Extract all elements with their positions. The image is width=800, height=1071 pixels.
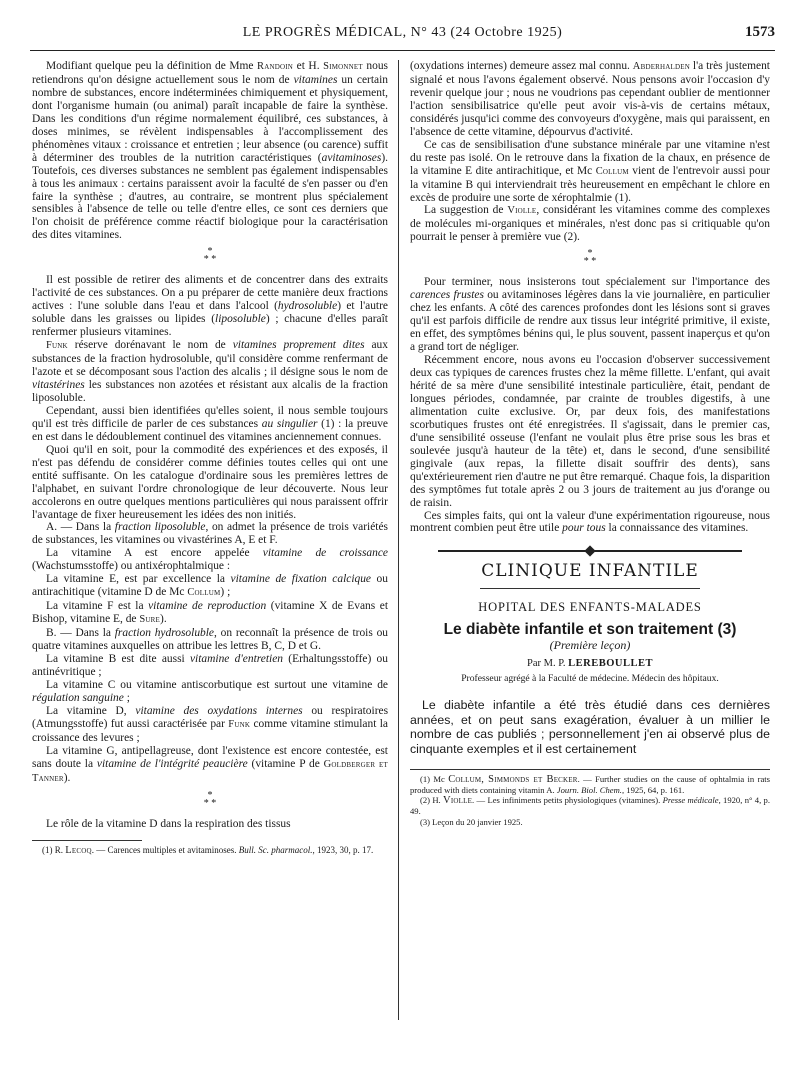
page-number: 1573 (745, 24, 775, 40)
paragraph-liposoluble: A. — Dans la fraction liposoluble, on admet la présence de trois variétés de substances, les vitamines ou vivastérines A, E et F. (32, 521, 388, 547)
paragraph-oxydations: (oxydations internes) demeure assez mal connu. Abderhalden l'a très justement signalé et nous l'avons également observé. Nous pensons avoir l'occasion d'y revenir quelque jour ; nous ne voudrions pas cependant oublier de mentionner l'action sensibilisatrice qu'elle peut avoir vis-à-vis de certains métaux, considérés jusqu'ici comme des convoyeurs d'oxygène, mais qui paraissent, en l'absence de cette vitamine, dépourvus d'activité. (410, 60, 770, 138)
paragraph-classification: Quoi qu'il en soit, pour la commodité des expériences et des exposés, il n'est pas défendu de considérer comme définies toutes celles qui ont une entité suffisante. On les catalogue d'ordinaire sous les premières lettres de l'alphabet, en suivant l'ordre chronologique de leur découverte. Nous leur accolerons en outre quelques mentions particulières qui nous paraissent offrir l'avantage de fixer heureusement les idées des non initiés. (32, 443, 388, 521)
paragraph-vitamin-f: La vitamine F est la vitamine de reproduction (vitamine X de Evans et Bishop, vitamine E, de Sure). (32, 600, 388, 626)
running-title: LE PROGRÈS MÉDICAL, N° 43 (24 Octobre 1925) (242, 25, 563, 40)
hospital-name: HOPITAL DES ENFANTS-MALADES (478, 600, 702, 615)
left-column (32, 60, 388, 1060)
footnote-1: (1) R. Lecoq. — Carences multiples et avitaminoses. Bull. Sc. pharmacol., 1923, 30, p. 17. (42, 845, 374, 857)
page-header (30, 22, 775, 51)
ornamental-divider (410, 547, 770, 555)
footnote-rule (410, 769, 770, 770)
paragraph-funk: Funk réserve dorénavant le nom de vitamines proprement dites aux substances de la fraction hydrosoluble, qu'il considère comme renfermant de l'azote et se décomposant sous l'action des alcalis ; il désigne sous le nom de vitastérines les substances non azotées et résistant aux alcalis de la fraction liposoluble. (32, 339, 388, 404)
paragraph-hydrosoluble: B. — Dans la fraction hydrosoluble, on reconnaît la présence de trois ou quatre vitamines auxquelles on attribue les lettres B, C, D et G. (32, 627, 389, 653)
column-divider (398, 60, 399, 1020)
ornament-line-left (438, 550, 588, 552)
right-column (410, 60, 770, 1060)
paragraph-vitamin-a: La vitamine A est encore appelée vitamine de croissance (Wachstumsstoffe) ou antixérophtalmique : (32, 547, 389, 573)
footnote-collum: (1) Mc Collum, Simmonds et Becker. — Further studies on the cause of ophtalmia in rats produced with diets containing vitamin A. Journ. Biol. Chem., 1925, 64, p. 161. (410, 773, 770, 795)
article-title: Le diabète infantile et son traitement (3) (443, 621, 737, 639)
paragraph-conclusion: Ces simples faits, qui ont la valeur d'une expérimentation rigoureuse, nous montrent combien peut être utile pour tous la connaissance des vitamines. (410, 509, 770, 535)
section-title: CLINIQUE INFANTILE (481, 561, 699, 582)
ornament-line-right (592, 550, 742, 552)
paragraph-fillette: Récemment encore, nous avons eu l'occasion d'observer successivement deux cas typiques de carences frustes chez la même fillette. L'enfant, qui avait hérité de sa mère d'une sensibilité intestinale particulière, était, pendant de longues périodes, condamnée, par crainte de troubles digestifs, à une alimentation cuite exclusive. Or, par deux fois, des manifestations scorbutiques frustes ont été enregistrées. Il s'agissait, dans le premier cas, d'une sensibilité osseuse (l'enfant ne voulait plus être prise sous les bras et soulevée jusqu'à hauteur de la tête) et, dans le second, d'une sensibilité gingivale (aux repas, la fillette disait souffrir des dents), sans qu'extérieurement rien d'autre ne put être remarqué. Chaque fois, la disparition des symptômes fut totale après 2 ou 3 jours de traitement au jus d'orange ou de raisin. (410, 354, 770, 509)
paragraph-vitamin-g: La vitamine G, antipellagreuse, dont l'existence est encore contestée, est sans doute la vitamine de l'intégrité peaucière (vitamine P de Goldberger et Tanner). (32, 744, 388, 784)
article-lead-paragraph: Le diabète infantile a été très étudié dans ces dernières années, et on peut sans exagération, évaluer à un millier le nombre de cas publiés ; personnellement j'en ai observé plus de cinquante exemples et il est certainement (410, 698, 770, 756)
paragraph-role-vitamin-d: Le rôle de la vitamine D dans la respiration des tissus (46, 817, 291, 830)
paragraph-vitamin-b: La vitamine B est dite aussi vitamine d'entretien (Erhaltungsstoffe) ou antinévritique ; (32, 652, 388, 678)
section-title-rule (480, 588, 700, 589)
ornament-diamond (584, 546, 595, 557)
footnote-lecon: (3) Leçon du 20 janvier 1925. (420, 816, 523, 827)
footnote-violle: (2) H. Violle. — Les infiniments petits physiologiques (vitamines). Presse médicale, 1920, n° 4, p. 49. (410, 795, 770, 817)
paragraph-violle: La suggestion de Violle, considérant les vitamines comme des complexes de molécules mi-organiques et minérales, n'est donc pas si critiquable qu'on pourrait le penser à première vue (2). (410, 204, 770, 244)
paragraph-singulier: Cependant, aussi bien identifiées qu'elles soient, il nous semble toujours qu'il est très difficile de parler de ces substances au singulier (1) : la preuve en est dans le dédoublement continuel des vitamines anciennement connues. (32, 404, 388, 443)
article-subtitle: (Première leçon) (549, 638, 631, 653)
author-name: LEREBOULLET (568, 658, 653, 670)
paragraph-vitamin-c: La vitamine C ou vitamine antiscorbutique est surtout une vitamine de régulation sanguine ; (32, 678, 388, 704)
byline: Par M. P. LEREBOULLET (526, 658, 653, 670)
paragraph-fractions: Il est possible de retirer des aliments et de concentrer dans des extraits l'activité de ces substances. On a pu préparer de cette manière deux fractions actives : l'une soluble dans l'eau et dans l'alcool (hydrosoluble) et l'autre soluble dans les graisses ou lipides (liposoluble) ; chacune d'elles paraît renfermer plusieurs vitamines. (32, 274, 388, 339)
paragraph-carences-frustes: Pour terminer, nous insisterons tout spécialement sur l'importance des carences frustes ou avitaminoses légères dans la vie journalière, en particulier chez les enfants. A côté des carences profondes dont les lésions sont si graves qu'il est parfois difficile de rendre aux tissus leur intégrité primitive, il existe, en effet, des symptômes bénins qui, le plus souvent, passent inaperçus et qu'on a grand tort de négliger. (410, 276, 770, 354)
paragraph-vitamin-e: La vitamine E, est par excellence la vitamine de fixation calcique ou antirachitique (vitamine D de Mc Collum) ; (32, 573, 388, 599)
section-separator-stars: * * * (583, 248, 597, 268)
paragraph-sensibilisation: Ce cas de sensibilisation d'une substance minérale par une vitamine n'est du reste pas isolé. On le retrouve dans la fixation de la chaux, en présence de la vitamine E dite antirachitique, et Mc Collum vient de l'entrevoir aussi pour la vitamine B qui interviendrait très heureusement en empêchant le chlore en excès de produire une sorte de xérophtalmie (1). (410, 138, 770, 204)
paragraph-vitamin-d: La vitamine D, vitamine des oxydations internes ou respiratoires (Atmungsstoffe) fut aussi caractérisée par Funk comme vitamine stimulant la croissance des levures ; (32, 704, 389, 744)
author-affiliation: Professeur agrégé à la Faculté de médecine. Médecin des hôpitaux. (461, 673, 719, 685)
section-separator-stars: * * * (203, 246, 217, 266)
section-separator-stars: * * * (203, 789, 217, 809)
footnote-rule (32, 840, 142, 841)
paragraph-vitamin-definition: Modifiant quelque peu la définition de Mme Randoin et H. Simonnet nous retiendrons qu'on désigne actuellement sous le nom de vitamines un certain nombre de substances, encore indéterminées chimiquement et physiquement, dont l'organisme humain (ou animal) paraît incapable de faire la synthèse. Dans les conditions d'un régime normalement équilibré, ces substances, à doses minimes, se révèlent indispensables à l'accomplissement des phénomènes vitaux : croissance et entretien ; leur absence (ou carence) suffit à déterminer des troubles de la nutrition caractéristiques (avitaminoses). Toutefois, ces diverses substances ne semblent pas également indispensables à tous les animaux : certains paraissent avoir la faculté de s'en passer ou d'en faire la synthèse ; d'autres, au contraire, se montrent plus spécialement sensibles à l'absence de telle ou telle d'entre elles, ce sont ces derniers que l'on choisit de préférence comme réactif biologique pour la caractérisation des dites vitamines. (32, 60, 389, 242)
